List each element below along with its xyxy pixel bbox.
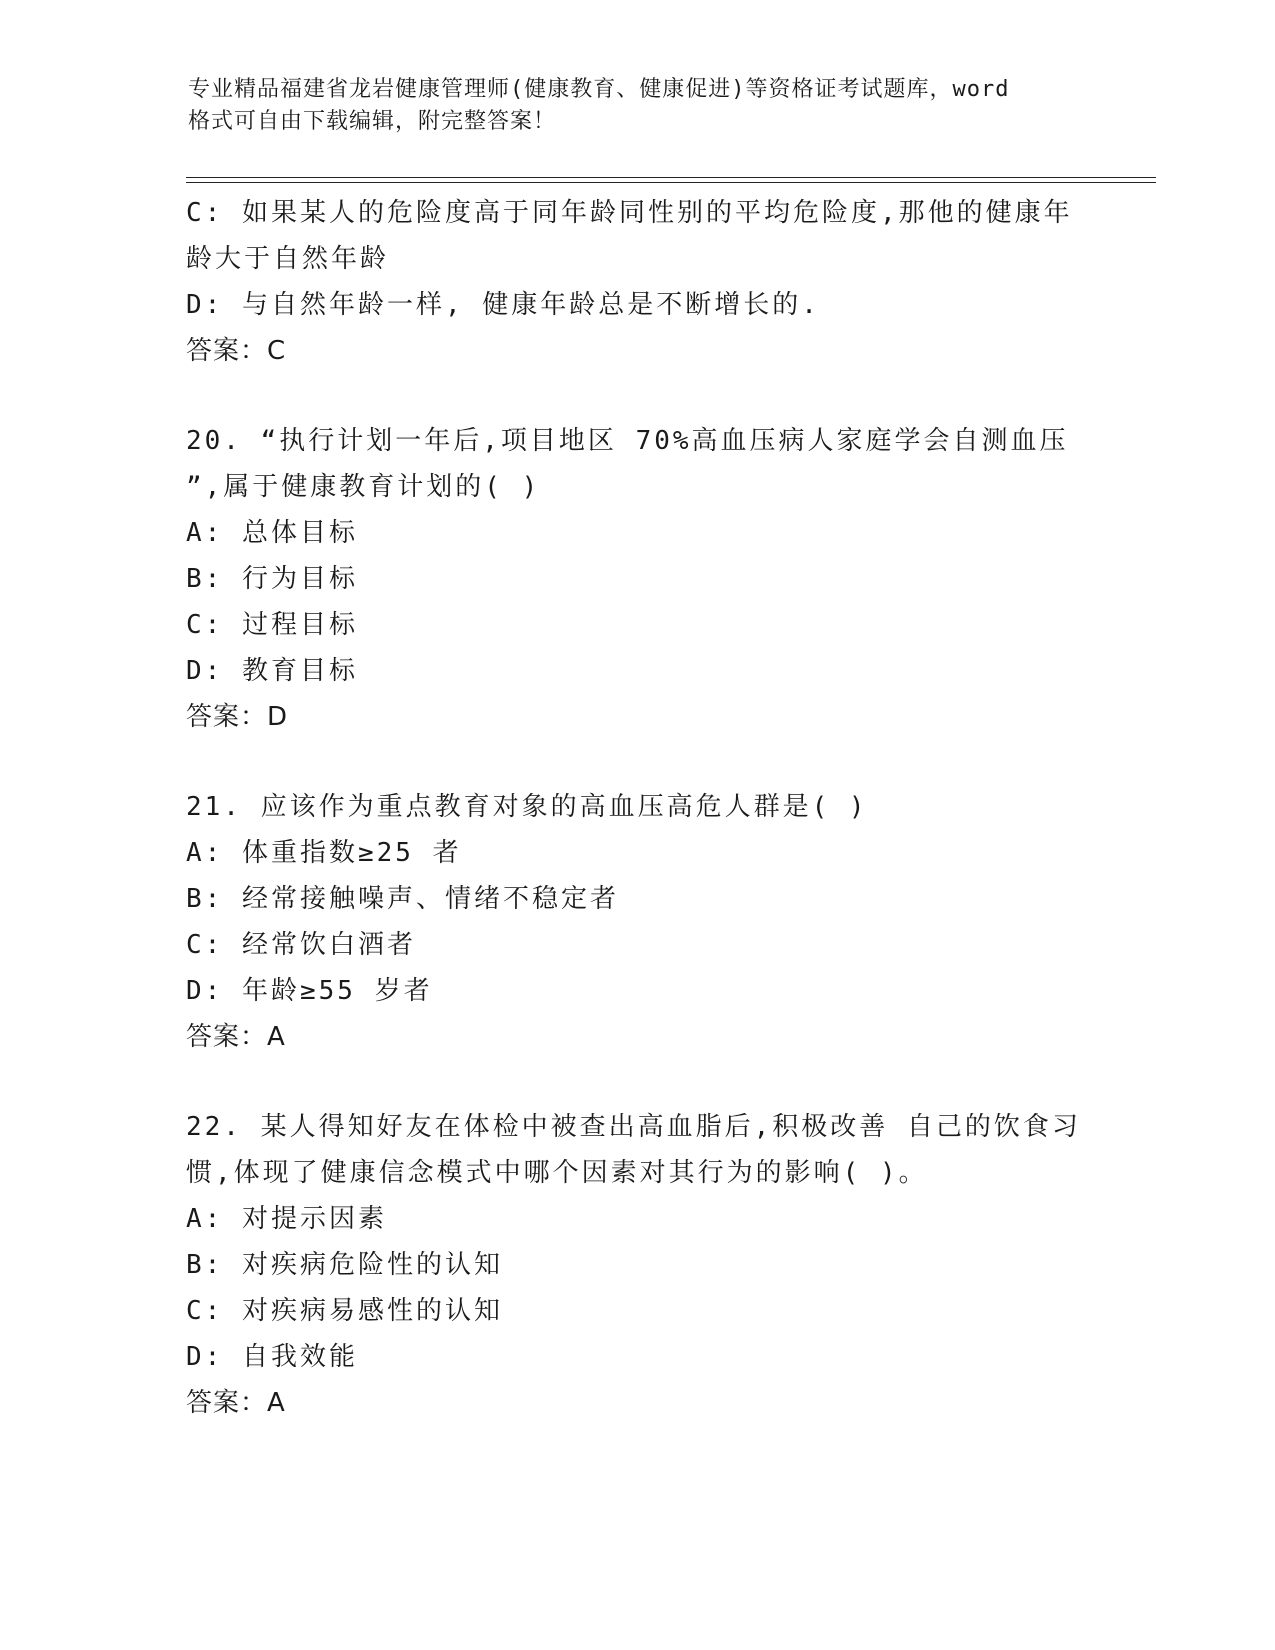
- header-rule-bottom: [186, 182, 1156, 183]
- option-c: C: 经常饮白酒者: [186, 930, 416, 960]
- document-header: [188, 74, 1068, 138]
- header-line-1: 专业精品福建省龙岩健康管理师(健康教育、健康促进)等资格证考试题库，word: [188, 77, 1010, 102]
- option-c-line-1: C: 如果某人的危险度高于同年龄同性别的平均危险度,那他的健康年: [186, 198, 1073, 228]
- option-b: B: 经常接触噪声、情绪不稳定者: [186, 884, 619, 914]
- option-d: D: 自我效能: [186, 1342, 358, 1372]
- spacer: [186, 1060, 1066, 1104]
- question-stem-line-1: 22. 某人得知好友在体检中被查出高血脂后,积极改善 自己的饮食习: [186, 1112, 1081, 1142]
- option-a: A: 总体目标: [186, 518, 358, 548]
- question-19-continuation: [186, 190, 1073, 374]
- header-rule-top: [186, 177, 1156, 178]
- question-stem-line-1: 20. “执行计划一年后,项目地区 70%高血压病人家庭学会自测血压: [186, 426, 1069, 456]
- option-b: B: 行为目标: [186, 564, 358, 594]
- question-stem-line-2: 惯,体现了健康信念模式中哪个因素对其行为的影响( )。: [186, 1158, 928, 1188]
- spacer: [186, 374, 1066, 418]
- question-21: [186, 784, 1066, 1060]
- header-line-2: 格式可自由下载编辑，附完整答案！: [188, 109, 557, 134]
- answer: 答案：D: [186, 702, 289, 732]
- option-a: A: 对提示因素: [186, 1204, 387, 1234]
- option-d: D: 与自然年龄一样, 健康年龄总是不断增长的.: [186, 290, 820, 320]
- answer: 答案：C: [186, 336, 287, 366]
- option-c-line-2: 龄大于自然年龄: [186, 244, 390, 274]
- question-list: [186, 190, 1081, 1426]
- spacer: [186, 740, 1066, 784]
- answer: 答案：A: [186, 1388, 286, 1418]
- answer: 答案：A: [186, 1022, 286, 1052]
- question-22: [186, 1104, 1081, 1426]
- option-a: A: 体重指数≥25 者: [186, 838, 462, 868]
- option-b: B: 对疾病危险性的认知: [186, 1250, 503, 1280]
- question-stem: 21. 应该作为重点教育对象的高血压高危人群是( ): [186, 792, 868, 822]
- option-c: C: 过程目标: [186, 610, 358, 640]
- option-d: D: 年龄≥55 岁者: [186, 976, 433, 1006]
- question-20: [186, 418, 1069, 740]
- option-d: D: 教育目标: [186, 656, 358, 686]
- question-stem-line-2: ”,属于健康教育计划的( ): [186, 472, 541, 502]
- option-c: C: 对疾病易感性的认知: [186, 1296, 503, 1326]
